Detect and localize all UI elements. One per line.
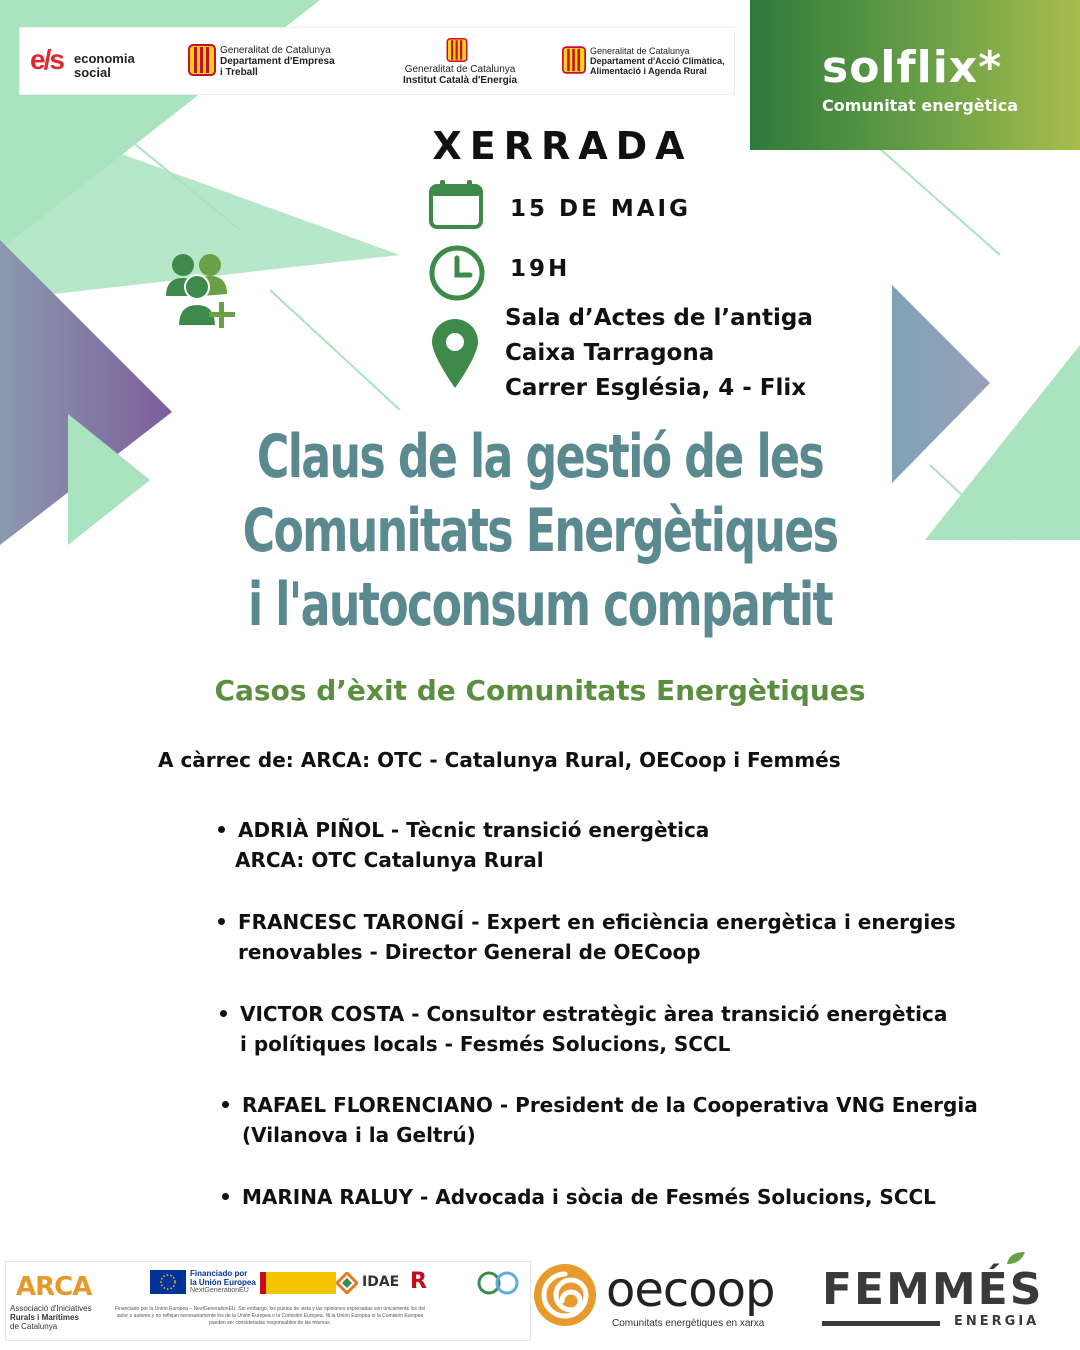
arca-line3: de Catalunya: [10, 1322, 58, 1331]
subtitle: Casos d’èxit de Comunitats Energètiques: [214, 674, 866, 707]
gencat-energia-line1: Generalitat de Catalunya: [404, 64, 516, 75]
femmes-name: FEMMÉS: [822, 1264, 1044, 1315]
speaker-item: [235, 815, 710, 875]
partner-logo-bar: [20, 28, 734, 94]
speaker-line1: FRANCESC TARONGÍ - Expert en eficiència energètica i energies: [238, 910, 956, 934]
speaker-line1: VICTOR COSTA - Consultor estratègic àrea transició energètica: [240, 1002, 948, 1026]
eu-funding-line3: NextGenerationEU: [190, 1287, 249, 1294]
recovery-plan-logo: R: [410, 1269, 427, 1294]
calendar-icon: [428, 180, 484, 230]
main-title-line3: i l'autoconsum compartit: [247, 570, 833, 640]
gencat-energia-line2: Institut Català d'Energia: [402, 75, 518, 86]
economia-social-line2: social: [74, 65, 111, 80]
speaker-item: [240, 999, 947, 1059]
gencat-energia-logo: [390, 38, 530, 88]
event-location-line1: Sala d’Actes de l’antiga: [505, 305, 813, 331]
event-location-line2: Caixa Tarragona: [505, 340, 715, 366]
gencat-shield-icon: [562, 46, 586, 74]
economia-social-line1: economia: [74, 51, 135, 66]
main-title: [97, 420, 983, 642]
eu-funding-line1: Financiado por: [190, 1269, 248, 1278]
location-pin-icon: [430, 318, 480, 390]
bullet-icon: [218, 826, 225, 833]
economia-social-logo: [30, 44, 160, 80]
cooperative-logo-icon: [476, 1270, 520, 1296]
bullet-icon: [220, 1010, 227, 1017]
people-add-icon: [164, 252, 244, 332]
event-date: 15 DE MAIG: [510, 196, 691, 222]
bullet-icon: [222, 1193, 229, 1200]
gencat-shield-icon: [188, 44, 216, 76]
eu-flag-icon: [150, 1270, 186, 1294]
speaker-line1: RAFAEL FLORENCIANO - President de la Cooperativa VNG Energia: [242, 1093, 978, 1117]
speaker-item: [238, 907, 956, 967]
event-location-line3: Carrer Església, 4 - Flix: [505, 375, 807, 401]
gencat-shield-icon: [446, 38, 468, 62]
event-time: 19H: [510, 256, 571, 282]
clock-icon: [428, 244, 486, 302]
leaf-icon: [1005, 1250, 1027, 1266]
speaker-line2: renovables - Director General de OECoop: [238, 940, 701, 964]
gencat-accio-line2: Departament d'Acció Climàtica,: [590, 56, 725, 66]
gencat-empresa-line2: Departament d'Empresa: [220, 56, 335, 67]
speaker-line2: i polítiques locals - Fesmés Solucions, SCCL: [240, 1032, 731, 1056]
oecoop-spiral-icon: [532, 1262, 598, 1328]
main-title-line1: Claus de la gestió de les: [256, 422, 824, 492]
gencat-empresa-line1: Generalitat de Catalunya: [220, 45, 331, 56]
oecoop-name: oecoop: [606, 1262, 775, 1318]
bullet-icon: [222, 1101, 229, 1108]
solflix-subtitle: Comunitat energètica: [822, 96, 1019, 115]
speaker-line1: ADRIÀ PIÑOL - Tècnic transició energètica: [238, 818, 710, 842]
footer-funding-logos: [6, 1262, 530, 1340]
eu-disclaimer: Financiado por la Unión Europea – NextGenerationEU. Sin embargo, los puntos de vista y las opiniones expresadas son únicamente los del autor o autores y no reflejan necesariamente los de la Unión Europea o la Comisión Europea. Ni la Unión Europea ni la Comisión Europea pueden ser consideradas responsables de las mismas.: [114, 1306, 426, 1326]
arca-name: ARCA: [16, 1272, 92, 1302]
arca-line1: Associació d'Iniciatives: [10, 1304, 92, 1313]
femmes-sub: ENERGIA: [954, 1314, 1040, 1329]
gencat-accio-logo: [562, 46, 732, 82]
spain-gov-logo: [260, 1272, 336, 1294]
idae-logo-icon: [336, 1272, 358, 1294]
main-title-line2: Comunitats Energètiques: [242, 496, 838, 566]
idae-name: IDAE: [362, 1274, 400, 1290]
speaker-line2: (Vilanova i la Geltrú): [242, 1123, 476, 1147]
speaker-item: [242, 1090, 978, 1150]
speaker-line1: MARINA RALUY - Advocada i sòcia de Fesmés Solucions, SCCL: [242, 1185, 936, 1209]
gencat-accio-line3: Alimentació i Agenda Rural: [590, 66, 707, 76]
oecoop-tagline: Comunitats energètiques en xarxa: [612, 1318, 765, 1329]
femmes-underline: [822, 1321, 940, 1326]
gencat-empresa-line3: i Treball: [220, 67, 258, 78]
event-kind: XERRADA: [432, 124, 693, 168]
speaker-line2: ARCA: OTC Catalunya Rural: [235, 848, 544, 872]
gencat-empresa-logo: [188, 44, 358, 80]
solflix-name: solflix*: [822, 42, 1003, 93]
eu-funding-line2: la Unión Europea: [190, 1278, 256, 1287]
arca-logo: [10, 1272, 106, 1334]
speaker-item: [242, 1182, 936, 1212]
bullet-icon: [218, 918, 225, 925]
gencat-accio-line1: Generalitat de Catalunya: [590, 46, 690, 56]
economia-social-mark: e/s: [30, 44, 63, 75]
arca-line2: Rurals i Marítimes: [10, 1313, 79, 1322]
in-charge-text: A càrrec de: ARCA: OTC - Catalunya Rural, OECoop i Femmés: [158, 748, 841, 772]
